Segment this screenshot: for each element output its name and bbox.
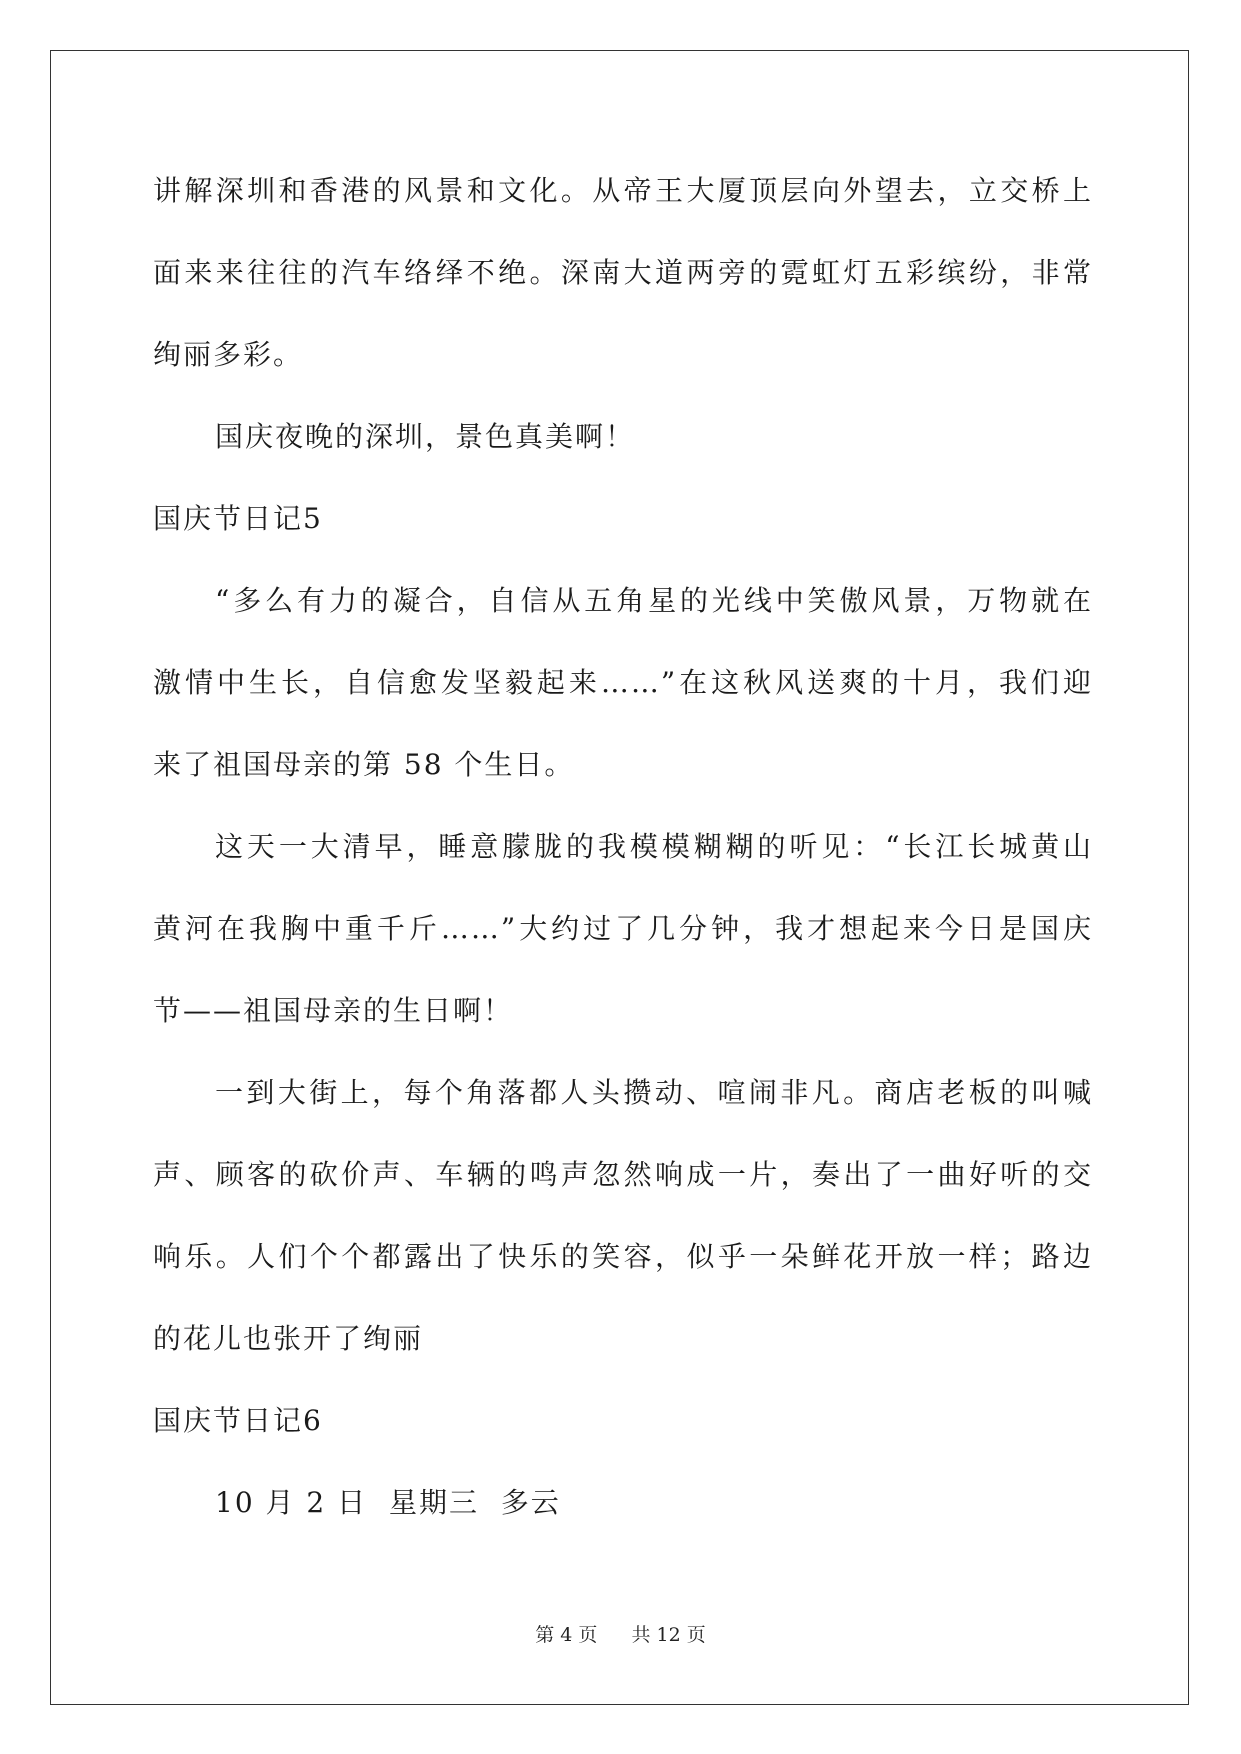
text-line: 激情中生长，自信愈发坚毅起来……”在这秋风送爽的十月，我们迎 xyxy=(153,666,1093,699)
paragraph xyxy=(153,560,1093,806)
text-line: 一到大街上，每个角落都人头攒动、喧闹非凡。商店老板的叫喊 xyxy=(215,1076,1093,1109)
text-line: 这天一大清早，睡意朦胧的我模模糊糊的听见：“长江长城黄山 xyxy=(215,830,1093,863)
text-line: 节——祖国母亲的生日啊！ xyxy=(153,994,514,1027)
text-line: 国庆夜晚的深圳，景色真美啊！ xyxy=(215,420,636,453)
text-line: 黄河在我胸中重千斤……”大约过了几分钟，我才想起来今日是国庆 xyxy=(153,912,1093,945)
page-number: 第 4 页 xyxy=(535,1624,598,1646)
paragraph xyxy=(153,1052,1093,1380)
paragraph xyxy=(153,806,1093,1052)
paragraph xyxy=(153,150,1093,396)
text-line: 来了祖国母亲的第 58 个生日。 xyxy=(153,748,575,781)
text-line: 绚丽多彩。 xyxy=(153,338,304,371)
text-line: 响乐。人们个个都露出了快乐的笑容，似乎一朵鲜花开放一样；路边 xyxy=(153,1240,1093,1273)
text-line: 的花儿也张开了绚丽 xyxy=(153,1322,424,1355)
paragraph xyxy=(153,1462,1093,1544)
page-total: 共 12 页 xyxy=(631,1624,706,1646)
page-footer xyxy=(0,1620,1241,1647)
paragraph xyxy=(153,396,1093,478)
document-body xyxy=(153,150,1093,1544)
text-line: 面来来往往的汽车络绎不绝。深南大道两旁的霓虹灯五彩缤纷，非常 xyxy=(153,256,1093,289)
section-heading: 国庆节日记6 xyxy=(153,1404,323,1437)
text-line: 讲解深圳和香港的风景和文化。从帝王大厦顶层向外望去，立交桥上 xyxy=(153,174,1093,207)
text-line: 声、顾客的砍价声、车辆的鸣声忽然响成一片，奏出了一曲好听的交 xyxy=(153,1158,1093,1191)
text-line: “多么有力的凝合，自信从五角星的光线中笑傲风景，万物就在 xyxy=(215,584,1093,617)
text-line: 10 月 2 日 星期三 多云 xyxy=(215,1486,561,1519)
section-heading: 国庆节日记5 xyxy=(153,502,323,535)
